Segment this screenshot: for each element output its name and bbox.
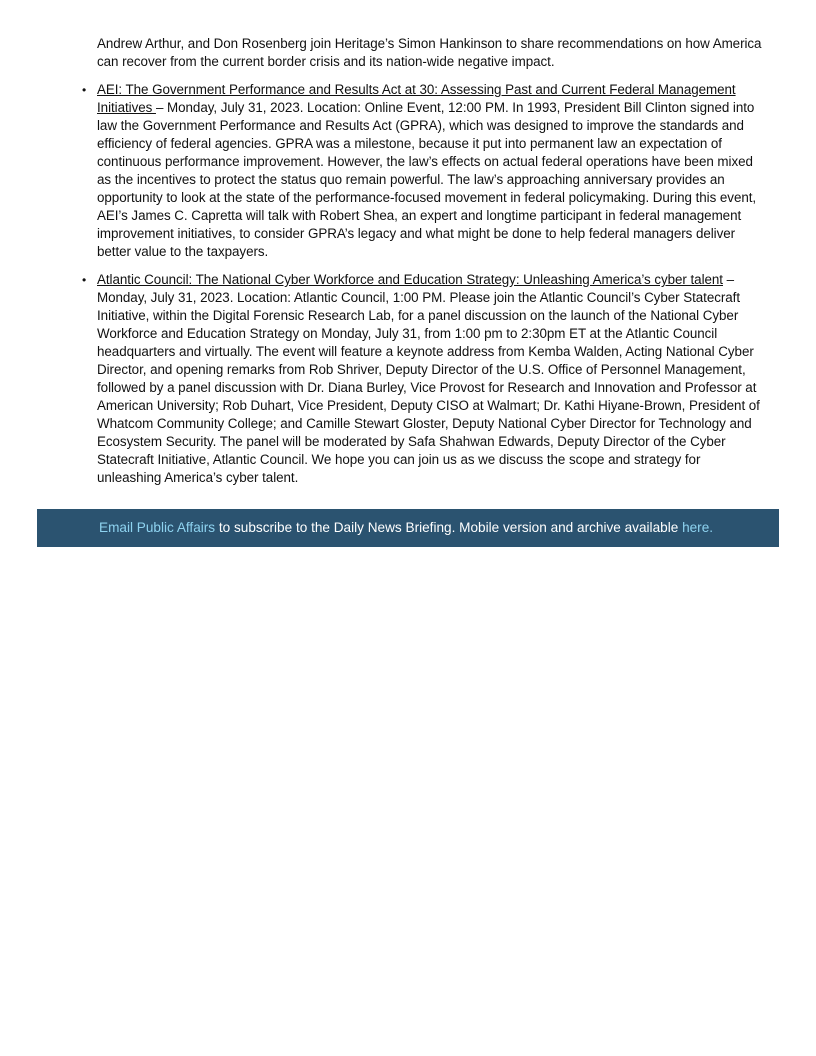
event-description: – Monday, July 31, 2023. Location: Atlantic Council, 1:00 PM. Please join the Atlantic Council’s Cyber Statecraft Initiative, within the Digital Forensic Research Lab, for a panel discussion on the launch of the National Cyber Workforce and Education Strategy on Monday, July 31, from 1:00 pm to 2:30pm ET at the Atlantic Council headquarters and virtually. The event will feature a keynote address from Kemba Walden, Acting National Cyber Director, and opening remarks from Rob Shriver, Deputy Director of the U.S. Office of Personnel Management, followed by a panel discussion with Dr. Diana Burley, Vice Provost for Research and Innovation and Professor at American University; Rob Duhart, Vice President, Deputy CISO at Walmart; Dr. Kathi Hiyane-Brown, President of Whatcom Community College; and Camille Stewart Gloster, Deputy National Cyber Director for Technology and Ecosystem Security. The panel will be moderated by Safa Shahwan Edwards, Deputy Director of the Cyber Statecraft Initiative, Atlantic Council. We hope you can join us as we discuss the scope and strategy for unleashing America’s cyber talent.	[97, 272, 760, 485]
bullet-icon: •	[82, 83, 87, 97]
subscribe-footer-bar	[37, 509, 779, 547]
event-link-aei[interactable]: AEI: The Government Performance and Results Act at 30: Assessing Past and Current Federal Management Initiatives	[97, 82, 736, 115]
event-list	[0, 81, 816, 487]
archive-here-link[interactable]: here.	[682, 520, 714, 535]
event-link-atlantic-council[interactable]: Atlantic Council: The National Cyber Workforce and Education Strategy: Unleashing America’s cyber talent	[97, 272, 723, 287]
footer-text: to subscribe to the Daily News Briefing. Mobile version and archive available	[215, 520, 683, 535]
event-description: – Monday, July 31, 2023. Location: Online Event, 12:00 PM. In 1993, President Bill Clinton signed into law the Government Performance and Results Act (GPRA), which was designed to improve the standards and efficiency of federal agencies. GPRA was a milestone, because it put into permanent law an expectation of continuous performance improvement. However, the law’s effects on actual federal operations have been mixed as the incentives to protect the status quo remain powerful. The law’s approaching anniversary provides an opportunity to look at the state of the performance-focused movement in federal policymaking. During this event, AEI’s James C. Capretta will talk with Robert Shea, an expert and longtime participant in federal management improvement initiatives, to consider GPRA’s legacy and what might be done to help federal managers deliver better value to the taxpayers.	[97, 100, 757, 259]
list-item	[82, 81, 762, 261]
list-item	[82, 271, 762, 487]
intro-paragraph: Andrew Arthur, and Don Rosenberg join Heritage’s Simon Hankinson to share recommendations on how America can recover from the current border crisis and its nation-wide negative impact.	[97, 36, 762, 69]
bullet-icon: •	[82, 273, 87, 287]
email-public-affairs-link[interactable]: Email Public Affairs	[99, 520, 216, 535]
newsletter-body	[0, 35, 816, 497]
